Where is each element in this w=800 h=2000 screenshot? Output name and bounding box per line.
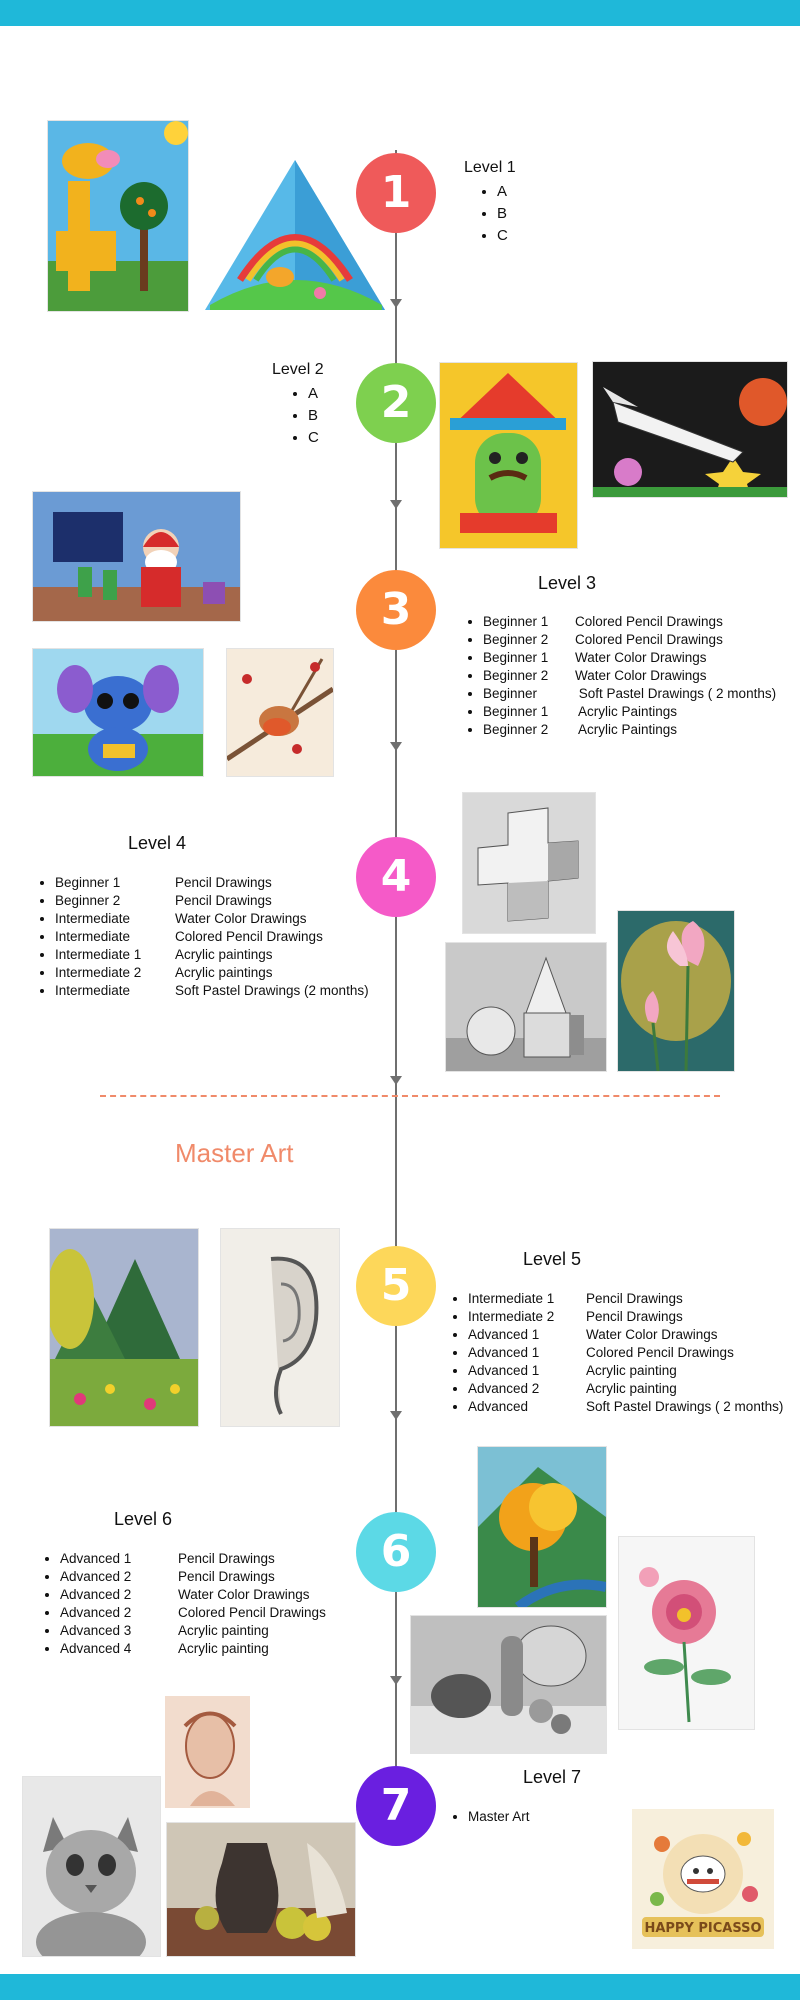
top-band — [0, 0, 800, 26]
list-item — [483, 685, 776, 703]
autumn-tree-painting-image — [477, 1446, 607, 1608]
level-7-list — [448, 1808, 530, 1826]
list-item: • A — [497, 181, 508, 203]
grade: Beginner 1 — [483, 650, 549, 665]
portrait-sketch-image — [165, 1696, 250, 1808]
space-shuttle-image — [592, 361, 788, 498]
level-2-list — [286, 383, 319, 449]
timeline-arrow — [390, 1411, 402, 1420]
course: Soft Pastel Drawings ( 2 months) — [586, 1399, 784, 1414]
list-item — [468, 1398, 783, 1416]
cactus-sombrero-image — [439, 362, 578, 549]
list-item — [468, 1344, 783, 1362]
course: Acrylic paintings — [175, 965, 273, 980]
course: Acrylic painting — [586, 1381, 677, 1396]
level-5-list — [448, 1290, 783, 1416]
list-item — [483, 649, 776, 667]
timeline-arrow — [390, 742, 402, 751]
list-item — [60, 1640, 326, 1658]
level-1-circle: 1 — [356, 153, 436, 233]
timeline-arrow — [390, 1676, 402, 1685]
list-item — [55, 964, 369, 982]
list-item: • B — [308, 405, 319, 427]
list-item — [468, 1380, 783, 1398]
grade: Advanced 2 — [60, 1569, 132, 1584]
list-item — [60, 1568, 326, 1586]
level-3-list — [463, 613, 776, 739]
course: Colored Pencil Drawings — [586, 1345, 734, 1360]
list-item — [55, 982, 369, 1000]
list-item — [55, 946, 369, 964]
course: Colored Pencil Drawings — [178, 1605, 326, 1620]
level-2-title: Level 2 — [272, 361, 324, 378]
list-item: • A — [308, 383, 319, 405]
grade: Beginner 1 — [483, 704, 549, 719]
course: Pencil Drawings — [175, 893, 272, 908]
grade: Advanced 1 — [468, 1363, 540, 1378]
grade: Advanced 4 — [60, 1641, 132, 1656]
list-item: • Master Art — [468, 1808, 530, 1826]
grade: Beginner — [483, 686, 538, 701]
level-3-circle: 3 — [356, 570, 436, 650]
list-item — [483, 631, 776, 649]
geometric-forms-sketch-image — [445, 942, 607, 1072]
ear-sketch-image — [220, 1228, 340, 1427]
list-item — [468, 1308, 783, 1326]
list-item — [483, 667, 776, 685]
list-item — [55, 874, 369, 892]
list-item — [468, 1362, 783, 1380]
list-item: • B — [497, 203, 508, 225]
level-6-title: Level 6 — [114, 1509, 173, 1529]
timeline-arrow — [390, 500, 402, 509]
bottom-band — [0, 1974, 800, 2000]
list-item — [60, 1604, 326, 1622]
stitch-drawing-image — [32, 648, 204, 777]
level-6-circle: 6 — [356, 1512, 436, 1592]
course: Pencil Drawings — [178, 1551, 275, 1566]
course: Colored Pencil Drawings — [575, 614, 723, 629]
grade: Beginner 1 — [55, 875, 121, 890]
list-item — [55, 928, 369, 946]
list-item — [483, 613, 776, 631]
peony-watercolor-image — [618, 1536, 755, 1730]
cat-sketch-image — [22, 1776, 161, 1957]
course: Soft Pastel Drawings (2 months) — [175, 983, 369, 998]
list-item — [60, 1586, 326, 1604]
happy-picasso-text: HAPPY PICASSO — [644, 1921, 762, 1936]
course: Water Color Drawings — [575, 650, 707, 665]
grade: Advanced 1 — [468, 1327, 540, 1342]
level-7-circle: 7 — [356, 1766, 436, 1846]
list-item — [468, 1290, 783, 1308]
level-3-title: Level 3 — [538, 573, 597, 593]
course: Acrylic painting — [178, 1623, 269, 1638]
list-item — [468, 1326, 783, 1344]
grade: Advanced 1 — [60, 1551, 132, 1566]
santa-workshop-image — [32, 491, 241, 622]
still-life-fruit-image — [166, 1822, 356, 1957]
grade: Intermediate — [55, 911, 131, 926]
level-1-list — [475, 181, 508, 247]
still-life-sketch-image — [410, 1615, 607, 1754]
grade: Advanced 2 — [60, 1605, 132, 1620]
grade: Advanced 2 — [60, 1587, 132, 1602]
course: Water Color Drawings — [575, 668, 707, 683]
giraffe-drawing-image — [47, 120, 189, 312]
level-5-title: Level 5 — [523, 1249, 582, 1269]
list-item — [60, 1550, 326, 1568]
course: Pencil Drawings — [586, 1291, 683, 1306]
section-divider — [100, 1095, 720, 1097]
grade: Advanced 3 — [60, 1623, 132, 1638]
grade: Beginner 2 — [483, 722, 549, 737]
level-1-title: Level 1 — [464, 159, 516, 176]
list-item — [60, 1622, 326, 1640]
grade: Intermediate 2 — [468, 1309, 555, 1324]
happy-picasso-logo — [632, 1809, 774, 1949]
timeline-arrow — [390, 1076, 402, 1085]
course: Pencil Drawings — [178, 1569, 275, 1584]
timeline-arrow — [390, 299, 402, 308]
grade: Intermediate — [55, 983, 131, 998]
grade: Beginner 2 — [483, 668, 549, 683]
course: Acrylic Paintings — [575, 722, 678, 737]
course: Colored Pencil Drawings — [575, 632, 723, 647]
course: Water Color Drawings — [586, 1327, 718, 1342]
course: Water Color Drawings — [178, 1587, 310, 1602]
list-item: • C — [497, 225, 508, 247]
grade: Intermediate 2 — [55, 965, 142, 980]
grade: Advanced 1 — [468, 1345, 540, 1360]
level-2-circle: 2 — [356, 363, 436, 443]
list-item: • C — [308, 427, 319, 449]
grade: Beginner 1 — [483, 614, 549, 629]
level-5-circle: 5 — [356, 1246, 436, 1326]
level-4-list — [35, 874, 369, 1000]
list-item — [55, 910, 369, 928]
course: Water Color Drawings — [175, 911, 307, 926]
landscape-painting-image — [49, 1228, 199, 1427]
course: Acrylic paintings — [175, 947, 273, 962]
list-item — [483, 721, 776, 739]
course: Acrylic painting — [586, 1363, 677, 1378]
grade: Advanced 2 — [468, 1381, 540, 1396]
level-6-list — [40, 1550, 326, 1658]
cross-sketch-image — [462, 792, 596, 934]
course: Acrylic Paintings — [575, 704, 678, 719]
level-4-title: Level 4 — [128, 833, 187, 853]
course: Colored Pencil Drawings — [175, 929, 323, 944]
grade: Beginner 2 — [55, 893, 121, 908]
level-4-circle: 4 — [356, 837, 436, 917]
list-item — [55, 892, 369, 910]
course: Pencil Drawings — [586, 1309, 683, 1324]
grade: Intermediate — [55, 929, 131, 944]
master-art-heading: Master Art — [175, 1138, 294, 1168]
course: Acrylic painting — [178, 1641, 269, 1656]
grade: Intermediate 1 — [468, 1291, 555, 1306]
course: Soft Pastel Drawings ( 2 months) — [575, 686, 777, 701]
list-item — [483, 703, 776, 721]
grade: Beginner 2 — [483, 632, 549, 647]
lotus-watercolor-image — [617, 910, 735, 1072]
grade: Advanced — [468, 1399, 529, 1414]
grade: Intermediate 1 — [55, 947, 142, 962]
level-7-title: Level 7 — [523, 1767, 582, 1787]
robin-bird-image — [226, 648, 334, 777]
course: Pencil Drawings — [175, 875, 272, 890]
